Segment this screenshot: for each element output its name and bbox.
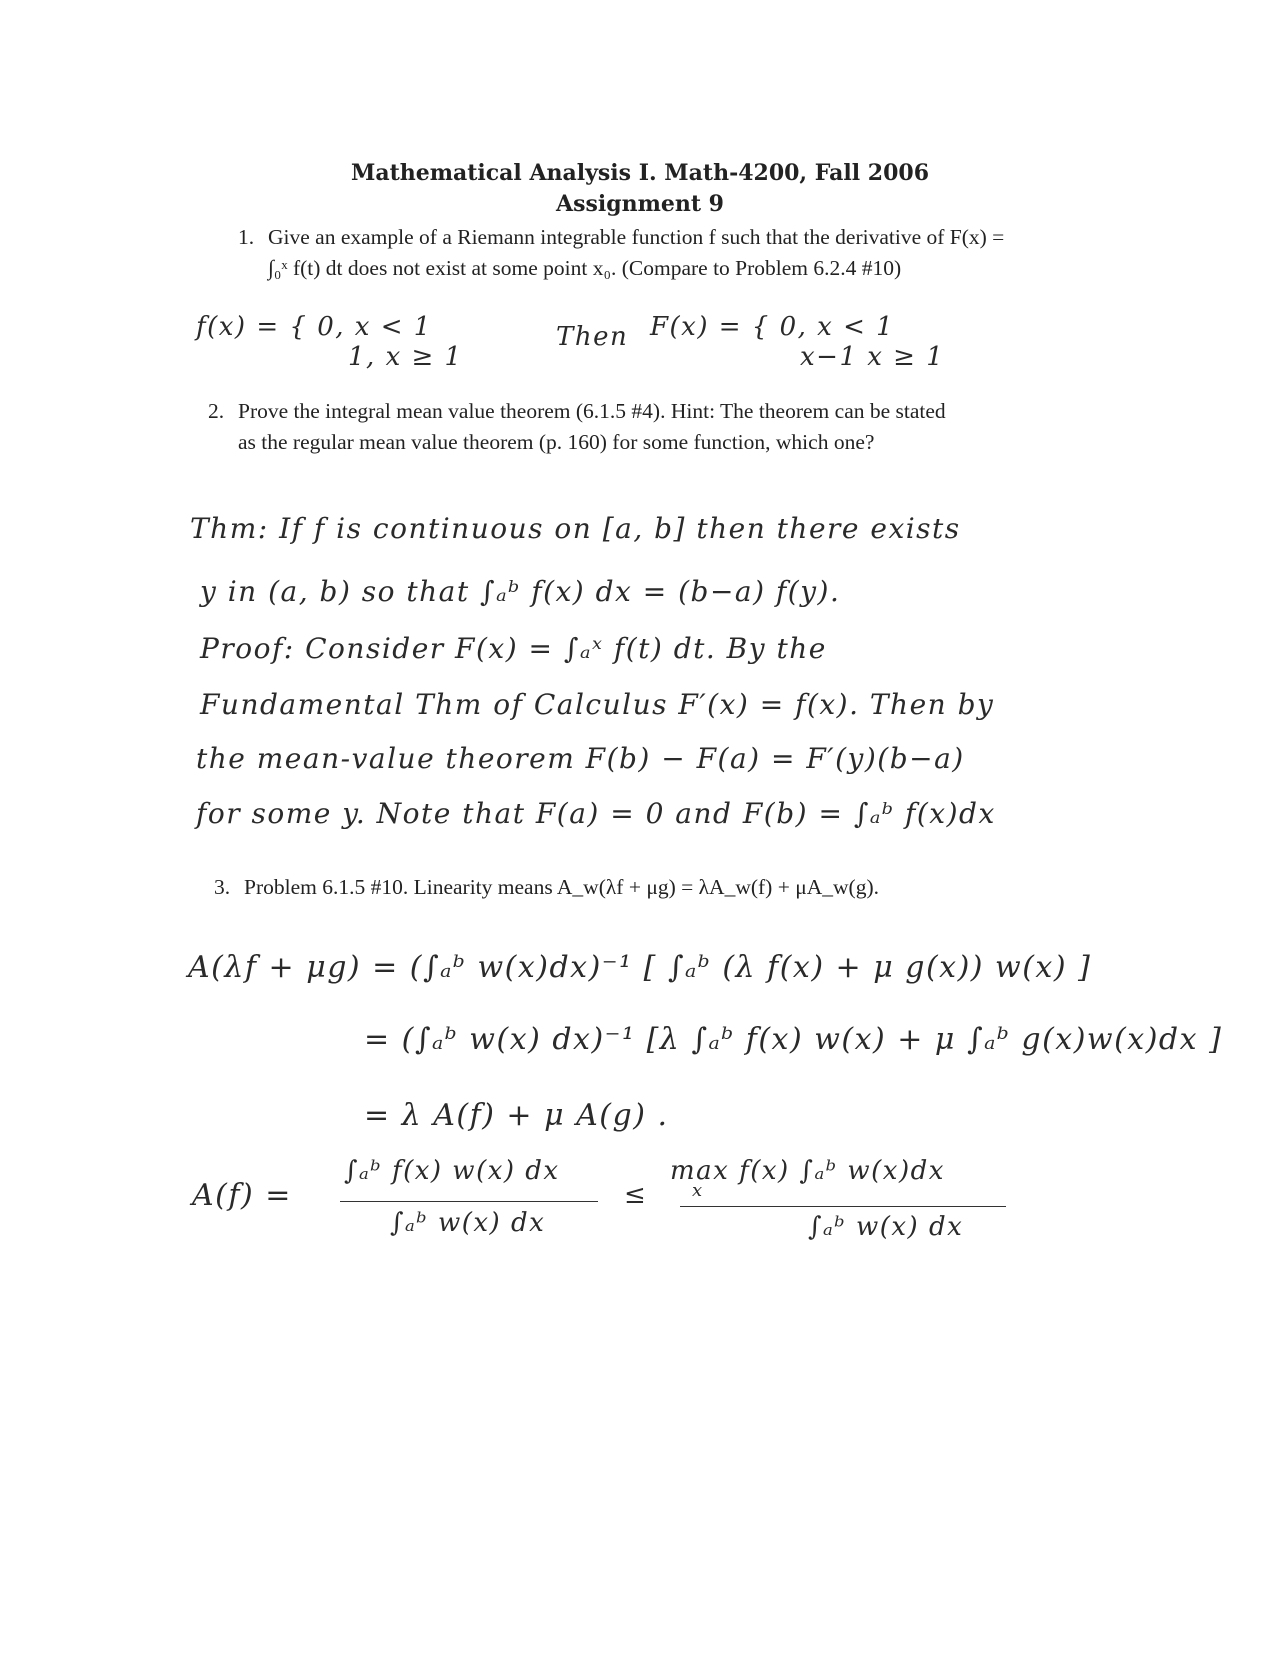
answer3-line: A(λf + μg) = (∫ₐᵇ w(x)dx)⁻¹ [ ∫ₐᵇ (λ f(x) + μ g(x)) w(x) ] xyxy=(188,950,1092,985)
fraction-numerator: max f(x) ∫ₐᵇ w(x)dx xyxy=(670,1156,945,1186)
problem-text-line: Prove the integral mean value theorem (6.1.5 #4). Hint: The theorem can be stated xyxy=(238,399,946,423)
problem-number: 3. xyxy=(214,875,231,899)
problem-text-line: ∫₀ˣ f(t) dt does not exist at some point x₀. (Compare to Problem 6.2.4 #10) xyxy=(268,256,902,280)
less-or-equal-sign: ≤ xyxy=(624,1180,648,1210)
answer3-line: = λ A(f) + μ A(g) . xyxy=(364,1098,669,1133)
problem-3 xyxy=(214,872,1184,903)
max-subscript: x xyxy=(692,1180,704,1201)
problem-text-line: Problem 6.1.5 #10. Linearity means A_w(λf + μg) = λA_w(f) + μA_w(g). xyxy=(244,875,879,899)
fraction-bar xyxy=(680,1206,1006,1207)
answer1-F-def: F(x) = { 0, x < 1 xyxy=(650,312,895,342)
problem-2 xyxy=(208,396,1188,458)
problem-1 xyxy=(238,222,1188,284)
problem-text-line: as the regular mean value theorem (p. 160) for some function, which one? xyxy=(238,430,875,454)
answer1-f-def-case2: 1, x ≥ 1 xyxy=(348,342,463,372)
assignment-title: Assignment 9 xyxy=(556,191,724,217)
problem-number: 2. xyxy=(208,399,225,423)
answer1-f-def: f(x) = { 0, x < 1 xyxy=(196,312,432,342)
document-title: Mathematical Analysis I. Math-4200, Fall 2006 xyxy=(350,160,930,186)
problem-text-line: Give an example of a Riemann integrable function f such that the derivative of F(x) = xyxy=(268,225,1005,249)
answer2-line: Fundamental Thm of Calculus F′(x) = f(x). Then by xyxy=(200,688,995,721)
fraction-bar xyxy=(340,1201,598,1202)
answer2-line: the mean-value theorem F(b) − F(a) = F′(y)(b−a) xyxy=(196,742,965,775)
fraction-numerator: ∫ₐᵇ f(x) w(x) dx xyxy=(344,1156,560,1186)
answer3-line: = (∫ₐᵇ w(x) dx)⁻¹ [λ ∫ₐᵇ f(x) w(x) + μ ∫ₐᵇ g(x)w(x)dx ] xyxy=(364,1022,1223,1057)
answer2-line: Thm: If f is continuous on [a, b] then there exists xyxy=(190,512,961,545)
answer1-F-def-case2: x−1 x ≥ 1 xyxy=(800,342,945,372)
document-header xyxy=(0,158,1280,220)
answer2-line: for some y. Note that F(a) = 0 and F(b) = ∫ₐᵇ f(x)dx xyxy=(196,797,996,830)
problem-number: 1. xyxy=(238,225,255,249)
fraction-denominator: ∫ₐᵇ w(x) dx xyxy=(390,1208,546,1238)
answer3-af-label: A(f) = xyxy=(192,1178,292,1213)
answer2-line: y in (a, b) so that ∫ₐᵇ f(x) dx = (b−a) f(y). xyxy=(200,575,841,608)
fraction-denominator: ∫ₐᵇ w(x) dx xyxy=(808,1212,964,1242)
answer1-then: Then xyxy=(556,322,629,352)
answer2-line: Proof: Consider F(x) = ∫ₐˣ f(t) dt. By the xyxy=(200,632,827,665)
